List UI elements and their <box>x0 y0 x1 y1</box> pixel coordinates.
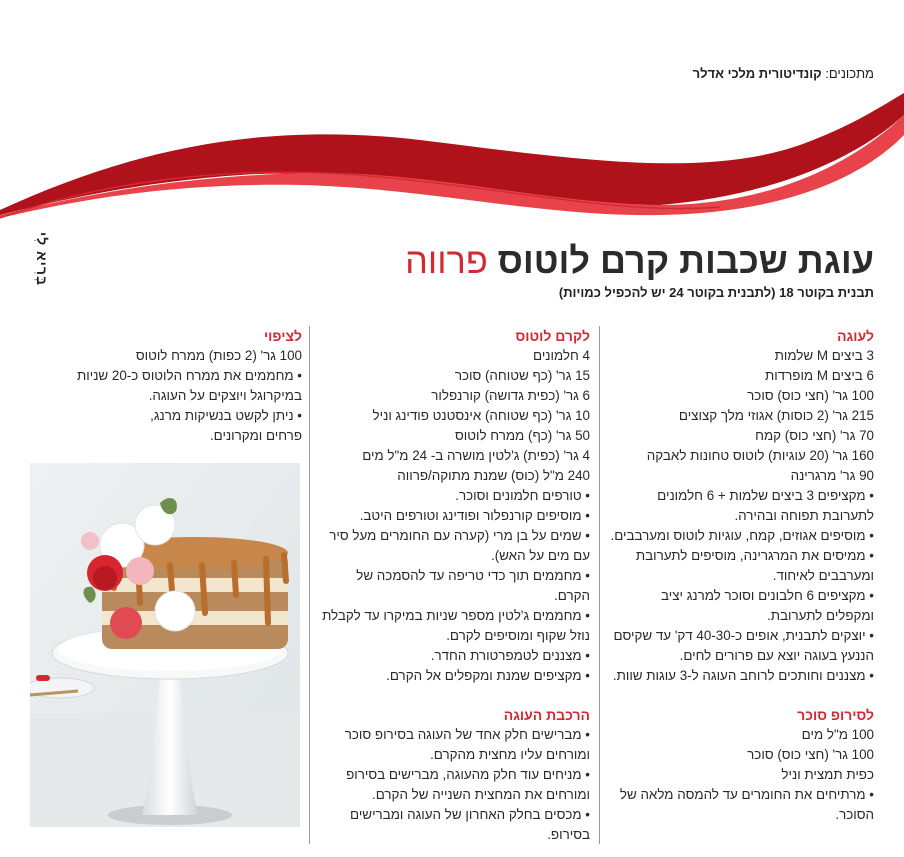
recipe-line: • מחממים תוך כדי טריפה עד להסמכה של <box>356 568 590 583</box>
recipe-line: 160 גר' (20 עוגיות) לוטוס טחונות לאבקה <box>646 448 874 463</box>
recipe-line: 6 גר' (כפית גדושה) קורנפלור <box>431 388 590 403</box>
cream-heading: לקרם לוטוס <box>515 328 590 344</box>
title-accent: פרווה <box>405 240 488 281</box>
recipe-line: ומקפלים לתערובת. <box>767 608 874 623</box>
topping-lines <box>30 346 302 446</box>
assembly-lines <box>312 725 590 845</box>
recipe-line: ומורחים עליו מחצית מהקרם. <box>430 747 590 762</box>
recipe-line: • מוסיפים קורנפלור ופודינג וטורפים היטב. <box>359 508 590 523</box>
recipe-line: 70 גר' (חצי כוס) קמח <box>755 428 874 443</box>
recipe-line: • מחממים ג'לטין מספר שניות במיקרו עד לקבלת <box>322 608 590 623</box>
recipe-credit <box>693 66 874 81</box>
recipe-line: • מקציפים 6 חלבונים וסוכר למרנג יציב <box>661 588 874 603</box>
recipe-line: פרחים ומקרונים. <box>209 428 302 443</box>
column-topping <box>30 326 302 446</box>
recipe-line: 3 ביצים M שלמות <box>774 348 874 363</box>
recipe-line: לתערובת תפוחה ובהירה. <box>734 508 874 523</box>
recipe-line: ומערבבים לאיחוד. <box>772 568 874 583</box>
cream-lines <box>312 346 590 686</box>
recipe-line: 100 גר' (חצי כוס) סוכר <box>747 388 874 403</box>
recipe-line: • מברישים חלק אחד של העוגה בסירופ סוכר <box>344 727 590 742</box>
recipe-line: • מרתיחים את החומרים עד להמסה מלאה של <box>619 787 874 802</box>
recipe-line: ומורחים את המחצית השנייה של הקרם. <box>372 787 590 802</box>
recipe-line: הקרם. <box>554 588 590 603</box>
recipe-line: • מחממים את ממרח הלוטוס כ-20 שניות <box>77 368 302 383</box>
credit-label: מתכונים: <box>821 66 874 81</box>
recipe-line: 6 ביצים M מופרדות <box>764 368 874 383</box>
column-divider-right <box>599 326 600 844</box>
recipe-line: • טורפים חלמונים וסוכר. <box>455 488 590 503</box>
recipe-line: • מכסים בחלק האחרון של העוגה ומברישים <box>350 807 590 822</box>
recipe-line: • ניתן לקשט בנשיקות מרנג, <box>150 408 302 423</box>
recipe-line: 4 חלמונים <box>533 348 590 363</box>
recipe-line: • מקציפים 3 ביצים שלמות + 6 חלמונים <box>657 488 874 503</box>
recipe-line: 240 מ"ל (כוס) שמנת מתוקה/פרווה <box>397 468 590 483</box>
column-divider-left <box>309 326 310 844</box>
topping-heading: לציפוי <box>263 328 302 344</box>
recipe-line: • מצננים וחותכים לרוחב העוגה ל-3 עוגות שוות. <box>612 668 874 683</box>
credit-name: קונדיטורית מלכי אדלר <box>692 66 822 81</box>
recipe-line: • מצננים לטמפרטורת החדר. <box>430 648 590 663</box>
column-cream <box>312 326 590 845</box>
recipe-line: 215 גר' (2 כוסות) אגוזי מלך קצוצים <box>678 408 874 423</box>
recipe-line: 100 גר' (חצי כוס) סוכר <box>747 747 874 762</box>
recipe-line: במיקרוגל ויוצקים על העוגה. <box>148 388 302 403</box>
recipe-line: 100 גר' (2 כפות) ממרח לוטוס <box>135 348 302 363</box>
recipe-line: • מקציפים שמנת ומקפלים אל הקרם. <box>386 668 590 683</box>
column-cake <box>596 326 874 825</box>
recipe-line: נוזל שקוף ומוסיפים לקרם. <box>446 628 590 643</box>
recipe-line: 10 גר' (כף שטוחה) אינסטנט פודינג וניל <box>372 408 590 423</box>
page-title <box>405 240 874 282</box>
recipe-line: 90 גר' מרגרינה <box>790 468 874 483</box>
recipe-line: • מניחים עוד חלק מהעוגה, מברישים בסירופ <box>346 767 590 782</box>
recipe-line: הננעץ בעוגה יוצא עם פרורים לחים. <box>679 648 874 663</box>
syrup-heading: לסירופ סוכר <box>797 707 874 723</box>
recipe-line: • מוסיפים אגוזים, קמח, עוגיות לוטוס ומערבבים. <box>610 528 874 543</box>
decorative-wave <box>0 85 904 220</box>
assembly-heading: הרכבת העוגה <box>503 707 590 723</box>
cake-lines <box>596 346 874 686</box>
cake-heading: לעוגה <box>837 328 874 344</box>
recipe-line: 50 גר' (כף) ממרח לוטוס <box>455 428 590 443</box>
title-main: עוגת שכבות קרם לוטוס <box>487 240 874 281</box>
syrup-lines <box>596 725 874 825</box>
recipe-line: בסירופ. <box>547 827 590 842</box>
cake-photo <box>30 463 300 827</box>
recipe-line: 100 מ"ל מים <box>801 727 874 742</box>
recipe-line: • ממיסים את המרגרינה, מוסיפים לתערובת <box>635 548 874 563</box>
recipe-line: • שמים על בן מרי (קערה עם החומרים מעל סיר <box>329 528 590 543</box>
recipe-line: 15 גר' (כף שטוחה) סוכר <box>454 368 590 383</box>
page-subtitle: תבנית בקוטר 18 (לתבנית בקוטר 24 יש להכפיל כמויות) <box>558 285 874 300</box>
recipe-line: 4 גר' (כפית) ג'לטין מושרה ב- 24 מ"ל מים <box>362 448 590 463</box>
brand-logo: בְּרִיא לִי <box>34 232 50 286</box>
recipe-line: כפית תמצית וניל <box>781 767 874 782</box>
recipe-line: הסוכר. <box>835 807 874 822</box>
recipe-line: עם מים על האש). <box>491 548 590 563</box>
recipe-line: • יוצקים לתבנית, אופים כ-40-30 דק' עד שקיסם <box>613 628 874 643</box>
